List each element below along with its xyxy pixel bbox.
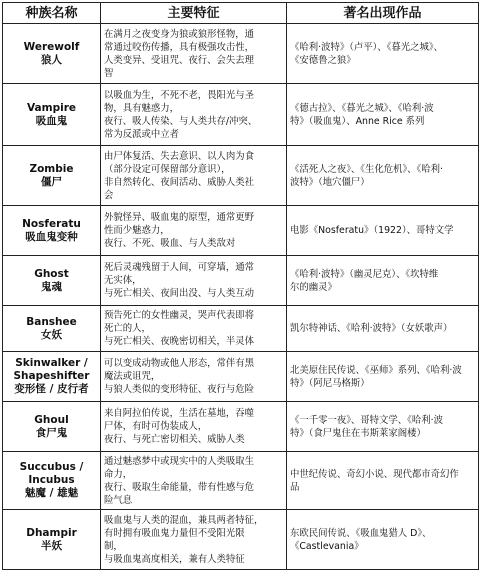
works-line: 《安德鲁之狼》: [290, 54, 356, 66]
feature-line: 在满月之夜变身为狼或狼形怪物，通: [104, 28, 255, 40]
works-line: 《Castlevania》: [290, 540, 364, 552]
works-cell: [287, 84, 479, 146]
feature-cell: [101, 402, 287, 452]
works-line: 波特》（地穴僵尸）: [290, 176, 370, 188]
works-line: 特》（吸血鬼）、Anne Rice 系列: [290, 115, 425, 127]
table-row-vampire: [3, 84, 479, 146]
feature-line: 尸体，有时可伪装成人，: [104, 421, 208, 432]
works-line: 东欧民间传说、《吸血鬼猎人 D》、: [290, 527, 432, 539]
works-cell: [287, 24, 479, 84]
race-name-cell: [3, 146, 101, 206]
feature-line: 外貌怪异、吸血鬼的原型，通常更野: [104, 212, 255, 223]
feature-line: 死后灵魂残留于人间，可穿墙，通常: [104, 262, 255, 273]
race-name-zh: 变形怪 / 皮行者: [14, 383, 89, 395]
header-features: 主要特征: [101, 3, 287, 24]
race-name-en: Skinwalker /: [15, 357, 88, 369]
feature-line: 常通过咬伤传播，具有极强攻击性，: [104, 41, 255, 53]
table-row-banshee: [3, 306, 479, 352]
race-name-zh: 鬼魂: [41, 280, 62, 293]
feature-line: 死亡的人，: [104, 323, 151, 334]
race-name-zh: 吸血鬼变种: [25, 230, 78, 243]
feature-line: 以吸血为生，不死不老，畏阳光与圣: [104, 89, 255, 101]
works-cell: [287, 452, 479, 510]
header-name: 种族名称: [3, 3, 101, 24]
feature-line: 制，: [104, 540, 123, 552]
race-name-zh: 僵尸: [41, 175, 62, 188]
feature-line: 无实体，: [104, 275, 142, 286]
race-name-cell: [3, 24, 101, 84]
works-line: 凯尔特神话、《哈利·波特》（女妖歌声）: [290, 323, 453, 334]
feature-cell: [101, 510, 287, 570]
feature-line: 由尸体复活、失去意识、以人肉为食: [104, 150, 255, 162]
feature-line: 性而少魅惑力，: [104, 225, 170, 236]
feature-line: 智: [104, 67, 114, 79]
works-cell: [287, 206, 479, 256]
works-line: 中世纪传说、奇幻小说、现代都市奇幻作: [290, 468, 459, 480]
works-line: 《哈利·波特》（幽灵尼克）、《坎特维: [290, 268, 439, 280]
feature-cell: [101, 452, 287, 510]
feature-line: 险气息: [104, 494, 133, 506]
works-cell: [287, 510, 479, 570]
feature-line: 常为反派或中立者: [104, 128, 180, 140]
feature-line: 与吸血鬼高度相关，兼有人类特征: [104, 553, 245, 565]
feature-line: 夜行、吸人传染、与人类共存/冲突、: [104, 115, 258, 127]
works-cell: [287, 256, 479, 306]
feature-cell: [101, 84, 287, 146]
feature-line: 夜行、不死、吸血、与人类敌对: [104, 238, 236, 249]
race-name-cell: [3, 402, 101, 452]
table-row-zombie: [3, 146, 479, 206]
race-name-cell: [3, 256, 101, 306]
race-name-zh: 吸血鬼: [35, 114, 68, 127]
feature-line: 有时拥有吸血鬼力量但不受阳光限: [104, 527, 245, 539]
works-line: 《德古拉》、《暮光之城》、《哈利·波: [290, 102, 434, 114]
table-row-ghost: [3, 256, 479, 306]
works-line: 尔的幽灵》: [290, 281, 337, 293]
race-name-en: Ghoul: [34, 413, 69, 426]
race-name-cell: [3, 352, 101, 402]
race-name-cell: [3, 510, 101, 570]
race-name-en: Zombie: [29, 162, 74, 175]
feature-line: 与狼人类似的变形特征、夜行与危险: [104, 384, 255, 395]
race-name-en: Incubus: [28, 474, 75, 486]
feature-line: 与死亡相关、夜晚密切相关，半灵体: [104, 336, 255, 347]
feature-line: 人类变异、受诅咒、夜行、会失去理: [104, 54, 255, 66]
race-name-zh: 半妖: [41, 539, 62, 552]
works-cell: [287, 402, 479, 452]
race-name-en: Dhampir: [26, 526, 77, 539]
works-cell: [287, 352, 479, 402]
header-works: 著名出现作品: [287, 3, 479, 24]
feature-line: 魔法或诅咒，: [104, 371, 161, 382]
feature-line: 夜行、与死亡密切相关、威胁人类: [104, 434, 245, 445]
feature-line: 通过魅惑梦中或现实中的人类吸取生: [104, 455, 255, 467]
race-name-zh: 狼人: [41, 53, 62, 66]
race-name-zh: 食尸鬼: [35, 426, 68, 439]
feature-line: 吸血鬼与人类的混血，兼具两者特征，: [104, 514, 264, 526]
creature-table: [2, 2, 479, 570]
feature-line: 非自然转化、夜间活动、威胁人类社: [104, 176, 255, 188]
table-header-row: [3, 3, 479, 24]
works-line: 北美原住民传说、《巫师》系列、《哈利·波: [290, 364, 462, 376]
works-line: 特》（阿尼马格斯）: [290, 377, 370, 389]
works-line: 《哈利·波特》（卢平）、《暮光之城》、: [290, 41, 443, 53]
works-line: 《活死人之夜》、《生化危机》、《哈利·: [290, 163, 443, 175]
race-name-en: Vampire: [27, 101, 76, 114]
race-name-cell: [3, 84, 101, 146]
feature-line: （部分设定可保留部分意识），: [104, 163, 231, 175]
race-name-en: Succubus /: [19, 461, 84, 473]
feature-cell: [101, 24, 287, 84]
works-cell: [287, 146, 479, 206]
feature-line: 命力，: [104, 468, 133, 480]
race-name-cell: [3, 206, 101, 256]
feature-line: 与死亡相关、夜间出没、与人类互动: [104, 288, 255, 299]
race-name-en: Ghost: [34, 267, 69, 280]
table-row-succubus: [3, 452, 479, 510]
feature-line: 夜行、吸取生命能量，带有性感与危: [104, 481, 255, 493]
race-name-cell: [3, 306, 101, 352]
feature-line: 会: [104, 189, 114, 201]
feature-line: 预告死亡的女性幽灵，哭声代表即将: [104, 310, 255, 321]
race-name-zh: 魅魔 / 雄魅: [24, 487, 79, 499]
race-name-en: Nosferatu: [22, 217, 81, 230]
works-line: 《一千零一夜》、哥特文学、《哈利·波: [290, 414, 443, 426]
feature-line: 来自阿拉伯传说，生活在墓地，吞噬: [104, 408, 255, 419]
feature-line: 可以变成动物或他人形态，常伴有黑: [104, 358, 255, 369]
works-cell: [287, 306, 479, 352]
feature-cell: [101, 306, 287, 352]
works-line: 品: [290, 481, 300, 493]
race-name-en: Shapeshifter: [13, 370, 90, 382]
table-row-skinwalker: [3, 352, 479, 402]
table-row-werewolf: [3, 24, 479, 84]
feature-cell: [101, 256, 287, 306]
table-row-dhampir: [3, 510, 479, 570]
race-name-zh: 女妖: [41, 328, 62, 341]
feature-line: 物，具有魅惑力，: [104, 102, 180, 114]
table-row-ghoul: [3, 402, 479, 452]
table-row-nosferatu: [3, 206, 479, 256]
works-line: 电影《Nosferatu》（1922）、哥特文学: [290, 225, 454, 236]
race-name-en: Banshee: [26, 315, 77, 328]
feature-cell: [101, 206, 287, 256]
race-name-en: Werewolf: [23, 40, 80, 53]
feature-cell: [101, 352, 287, 402]
works-line: 特》（食尸鬼住在韦斯莱家阁楼）: [290, 427, 426, 439]
race-name-cell: [3, 452, 101, 510]
feature-cell: [101, 146, 287, 206]
